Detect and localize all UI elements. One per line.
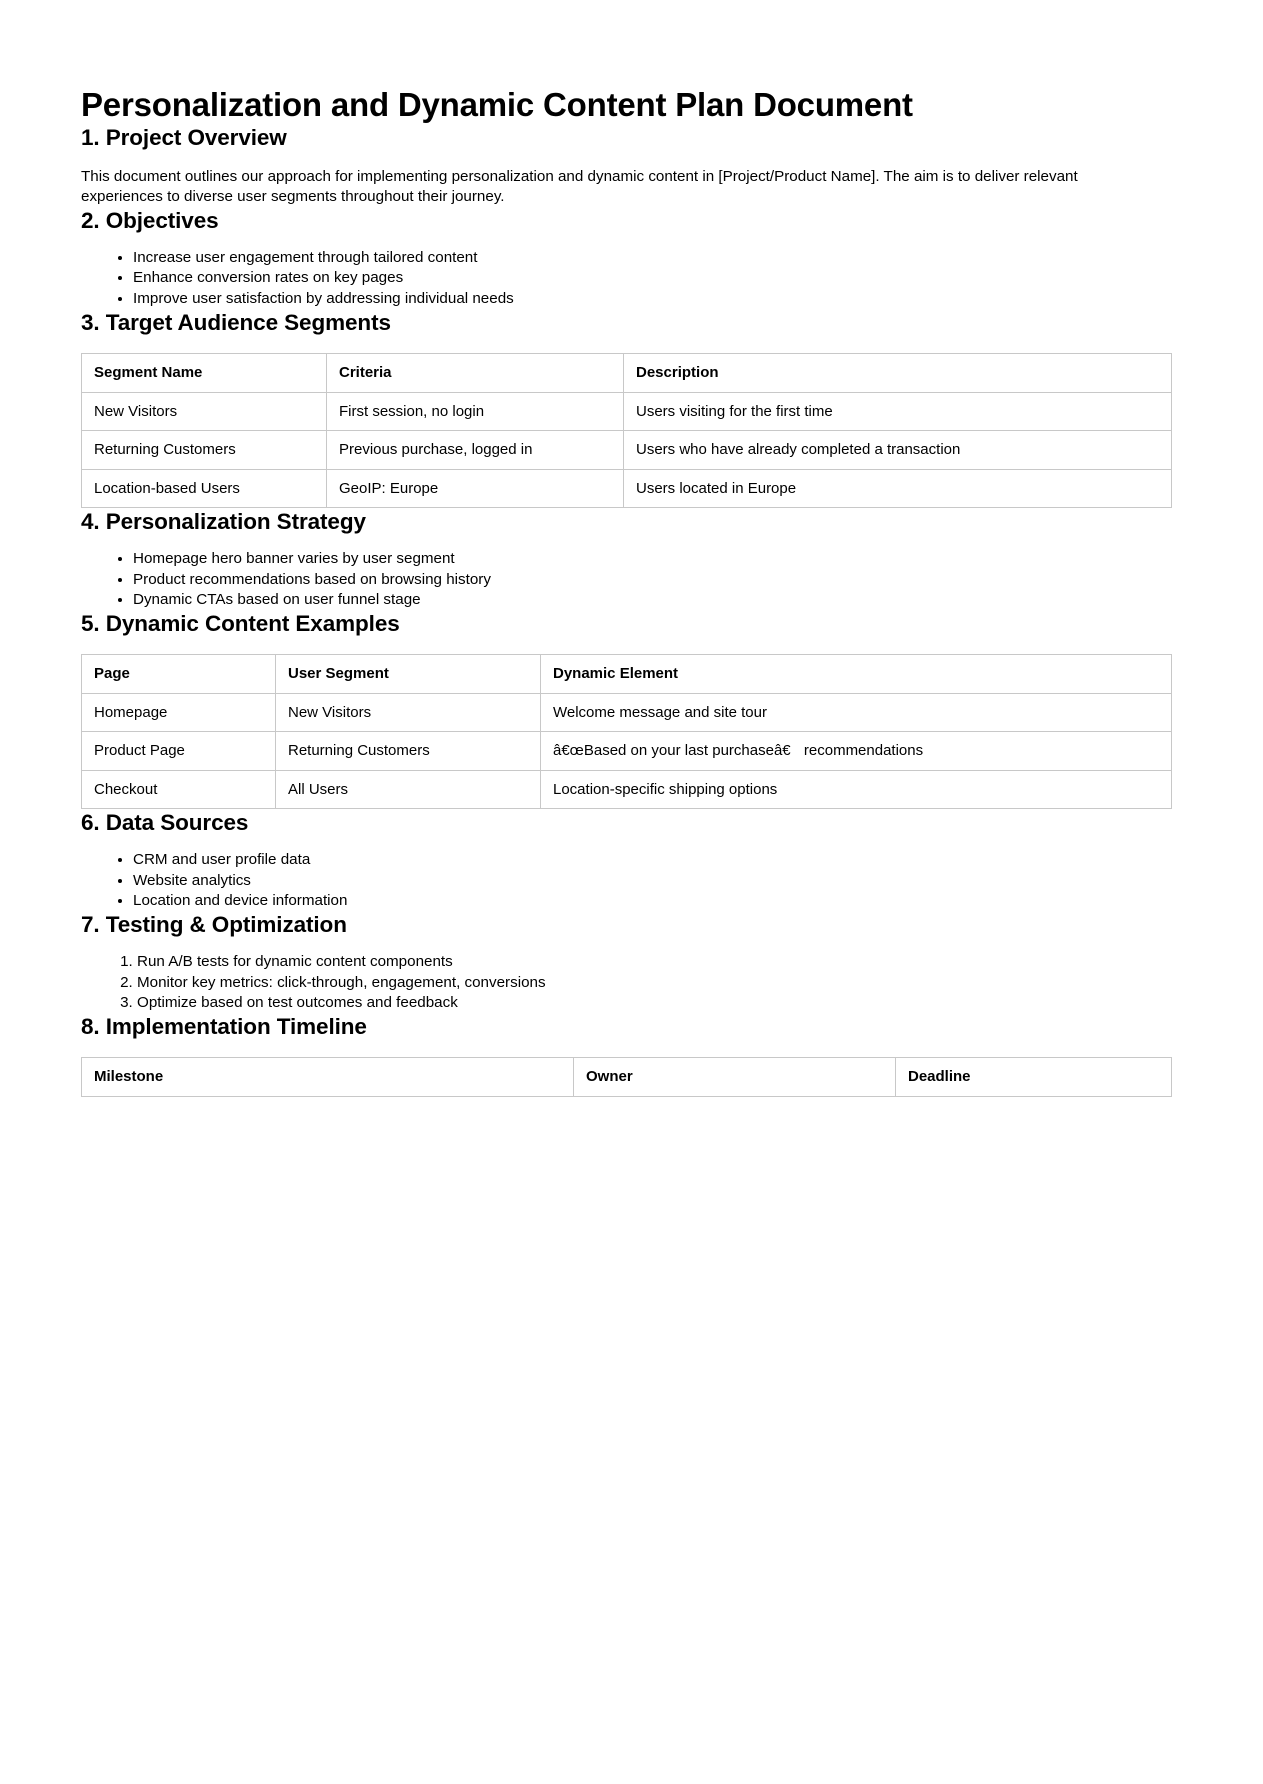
- table-cell: Location-based Users: [82, 469, 327, 508]
- table-cell: Returning Customers: [276, 732, 541, 771]
- column-header: Segment Name: [82, 354, 327, 393]
- list-item: • Dynamic CTAs based on user funnel stage: [133, 590, 1181, 610]
- page-title: Personalization and Dynamic Content Plan Document: [81, 86, 913, 123]
- table-cell: Homepage: [82, 693, 276, 732]
- list-item: 3. Optimize based on test outcomes and feedback: [137, 993, 1181, 1013]
- table-cell: Users visiting for the first time: [624, 392, 1172, 431]
- list-item: • Homepage hero banner varies by user segment: [133, 549, 1181, 569]
- project-overview-paragraph: This document outlines our approach for implementing personalization and dynamic content in [Project/Product Name]. The aim is to deliver relevant experiences to diverse user segments throughout their journey.: [81, 167, 1078, 205]
- column-header: Criteria: [327, 354, 624, 393]
- table-header-row: [82, 354, 1172, 393]
- data-sources-list: [81, 850, 1181, 911]
- table-cell: New Visitors: [82, 392, 327, 431]
- section-heading-target-audience-segments: 3. Target Audience Segments: [81, 310, 391, 336]
- list-item: • Increase user engagement through tailored content: [133, 248, 1181, 268]
- section-heading-data-sources: 6. Data Sources: [81, 810, 249, 836]
- table-cell: GeoIP: Europe: [327, 469, 624, 508]
- table-cell: Location-specific shipping options: [541, 770, 1172, 809]
- column-header: Deadline: [896, 1058, 1172, 1097]
- list-item: • Product recommendations based on browsing history: [133, 570, 1181, 590]
- list-item: • Improve user satisfaction by addressing individual needs: [133, 289, 1181, 309]
- table-cell: All Users: [276, 770, 541, 809]
- table-row: [82, 469, 1172, 508]
- table-cell: Product Page: [82, 732, 276, 771]
- list-item: • Location and device information: [133, 891, 1181, 911]
- table-cell: Returning Customers: [82, 431, 327, 470]
- table-row: [82, 770, 1172, 809]
- list-item: 1. Run A/B tests for dynamic content components: [137, 952, 1181, 972]
- document-body: [81, 86, 1181, 1087]
- section-heading-implementation-timeline: 8. Implementation Timeline: [81, 1014, 367, 1040]
- table-header-row: [82, 655, 1172, 694]
- table-cell: Users who have already completed a transaction: [624, 431, 1172, 470]
- table-cell: New Visitors: [276, 693, 541, 732]
- personalization-strategy-list: [81, 549, 1181, 610]
- implementation-timeline-table-clipped: [81, 1057, 1181, 1087]
- column-header: Owner: [574, 1058, 896, 1097]
- list-item: • Enhance conversion rates on key pages: [133, 268, 1181, 288]
- implementation-timeline-table: [81, 1057, 1172, 1097]
- section-heading-objectives: 2. Objectives: [81, 208, 219, 234]
- column-header: Milestone: [82, 1058, 574, 1097]
- column-header: Description: [624, 354, 1172, 393]
- section-heading-project-overview: 1. Project Overview: [81, 124, 287, 150]
- column-header: Page: [82, 655, 276, 694]
- section-heading-personalization-strategy: 4. Personalization Strategy: [81, 509, 366, 535]
- target-audience-segments-table: [81, 353, 1172, 508]
- column-header: User Segment: [276, 655, 541, 694]
- dynamic-content-examples-table: [81, 654, 1172, 809]
- list-item: • CRM and user profile data: [133, 850, 1181, 870]
- table-cell: Welcome message and site tour: [541, 693, 1172, 732]
- table-cell: â€œBased on your last purchaseâ€ recommendations: [541, 732, 1172, 771]
- table-cell: Checkout: [82, 770, 276, 809]
- table-row: [82, 732, 1172, 771]
- table-cell: Previous purchase, logged in: [327, 431, 624, 470]
- list-item: 2. Monitor key metrics: click-through, engagement, conversions: [137, 973, 1181, 993]
- section-heading-dynamic-content-examples: 5. Dynamic Content Examples: [81, 611, 400, 637]
- table-row: [82, 693, 1172, 732]
- list-item: • Website analytics: [133, 871, 1181, 891]
- table-row: [82, 392, 1172, 431]
- table-cell: Users located in Europe: [624, 469, 1172, 508]
- table-header-row: [82, 1058, 1172, 1097]
- column-header: Dynamic Element: [541, 655, 1172, 694]
- objectives-list: [81, 248, 1181, 309]
- table-row: [82, 431, 1172, 470]
- testing-optimization-list: [81, 952, 1181, 1013]
- section-heading-testing-optimization: 7. Testing & Optimization: [81, 912, 347, 938]
- table-cell: First session, no login: [327, 392, 624, 431]
